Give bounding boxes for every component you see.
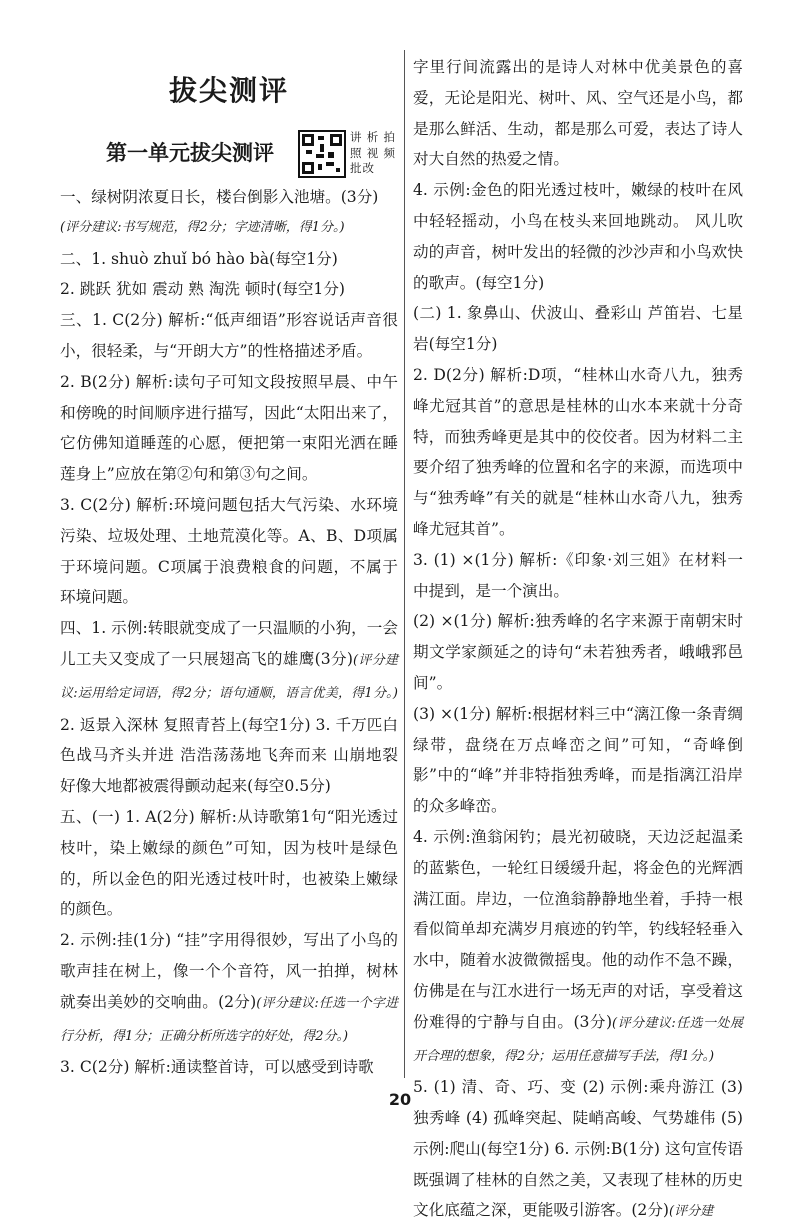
scoring-note-r09b: (评分建 bbox=[669, 1204, 714, 1220]
answer-p08a: 四、1. 示例:转眼就变成了一只温顺的小狗，一会儿工夫又变成了一只展翅高飞的雄鹰(3分) bbox=[60, 619, 398, 668]
unit-header bbox=[60, 130, 398, 178]
answer-r01: 字里行间流露出的是诗人对林中优美景色的喜爱，无论是阳光、树叶、风、空气还是小鸟，都是那么鲜活、生动，都是那么可爱，表达了诗人对大自然的热爱之情。 bbox=[413, 58, 743, 169]
scoring-note-p08b: (评分建议:运用给定词语，得2分；语句通顺，语言优美，得1分。) bbox=[60, 652, 399, 701]
answer-p03: 二、1. shuò zhuǐ bó hào bà(每空1分) bbox=[60, 249, 338, 268]
answer-p10 bbox=[60, 925, 398, 1052]
scoring-note-p02: (评分建议:书写规范，得2分；字迹清晰，得1分。) bbox=[60, 219, 345, 235]
answer-r08 bbox=[413, 822, 743, 1072]
page-title: 拔尖测评 bbox=[168, 74, 289, 107]
qr-label: 讲析拍照视频批改 bbox=[350, 130, 396, 175]
scoring-note-p10b: (评分建议:任选一个字进行分析，得1分；正确分析所选字的好处，得2分。) bbox=[60, 995, 399, 1044]
scoring-note-r08b: (评分建议:任选一处展开合理的想象，得2分；运用任意描写手法，得1分。) bbox=[413, 1015, 744, 1064]
answer-r09a: 5. (1) 清、奇、巧、变 (2) 示例:乘舟游江 (3) 独秀峰 (4) 孤峰突起、陡峭高峻、气势雄伟 (5) 示例:爬山(每空1分) 6. 示例:B(1分) 这句宣传语既强调了桂林的自然之美，又表现了桂林的历史文化底蕴之深，更能吸引游客。(2分) bbox=[413, 1078, 743, 1220]
answer-r07: (3) ×(1分) 解析:根据材料三中“漓江像一条青绸绿带，盘绕在万点峰峦之间”可知，“奇峰倒影”中的“峰”并非特指独秀峰，而是指漓江沿岸的众多峰峦。 bbox=[413, 704, 743, 816]
answer-p09: 五、(一) 1. A(2分) 解析:从诗歌第1句“阳光透过枝叶，染上嫩绿的颜色”可知，因为枝叶是绿色的，所以金色的阳光透过枝叶时，也被染上嫩绿的颜色。 bbox=[60, 807, 398, 919]
answer-r05: 3. (1) ×(1分) 解析:《印象·刘三姐》在材料一中提到，是一个演出。 bbox=[413, 550, 743, 600]
answer-p08 bbox=[60, 613, 398, 802]
answer-p04: 2. 跳跃 犹如 震动 熟 淘洗 顿时(每空1分) bbox=[60, 280, 346, 299]
answer-r06: (2) ×(1分) 解析:独秀峰的名字来源于南朝宋时期文学家颜延之的诗句“未若独秀者，峨峨郛邑间”。 bbox=[413, 612, 743, 692]
column-divider bbox=[404, 50, 405, 1078]
unit-title: 第一单元拔尖测评 bbox=[106, 141, 274, 165]
answer-r03: (二) 1. 象鼻山、伏波山、叠彩山 芦笛岩、七星岩(每空1分) bbox=[413, 304, 743, 354]
qr-code-icon[interactable] bbox=[298, 130, 346, 178]
answer-r02: 4. 示例:金色的阳光透过枝叶，嫩绿的枝叶在风中轻轻摇动，小鸟在枝头来回地跳动。 风儿吹动的声音，树叶发出的轻微的沙沙声和小鸟欢快的歌声。(每空1分) bbox=[413, 181, 743, 292]
answer-r04: 2. D(2分) 解析:D项，“桂林山水奇八九，独秀峰尤冠其首”的意思是桂林的山水本来就十分奇特，而独秀峰更是其中的佼佼者。因为材料二主要介绍了独秀峰的位置和名字的来源，而选项中与“独秀峰”有关的就是“桂林山水奇八九，独秀峰尤冠其首”。 bbox=[413, 365, 743, 538]
answer-p10a: 2. 示例:挂(1分) “挂”字用得很妙，写出了小鸟的歌声挂在树上，像一个个音符，风一拍掸，树林就奏出美妙的交响曲。(2分) bbox=[60, 931, 398, 1011]
answer-p11: 3. C(2分) 解析:通读整首诗，可以感受到诗歌 bbox=[60, 1058, 374, 1077]
right-column bbox=[413, 52, 743, 1228]
answer-p01: 一、绿树阴浓夏日长，楼台倒影入池塘。(3分) bbox=[60, 188, 379, 206]
answer-p05: 三、1. C(2分) 解析:“低声细语”形容说话声音很小，很轻柔，与“开朗大方”的性格描述矛盾。 bbox=[60, 311, 398, 360]
page-number: 20 bbox=[388, 1090, 412, 1109]
answer-p06: 2. B(2分) 解析:读句子可知文段按照早晨、中午和傍晚的时间顺序进行描写，因此“太阳出来了，它仿佛知道睡莲的心愿，便把第一束阳光洒在睡莲身上”应放在第②句和第③句之间。 bbox=[60, 372, 398, 484]
left-column bbox=[60, 52, 398, 1083]
answer-p07: 3. C(2分) 解析:环境问题包括大气污染、水环境污染、垃圾处理、土地荒漠化等。A、B、D项属于环境问题。C项属于浪费粮食的问题，不属于环境问题。 bbox=[60, 495, 398, 607]
answer-r08a: 4. 示例:渔翁闲钓；晨光初破晓，天边泛起温柔的蓝紫色，一轮红日缓缓升起，将金色的光辉洒满江面。岸边，一位渔翁静静地坐着，手持一根看似简单却充满岁月痕迹的钓竿，钓线轻轻垂入水中，随着水波微微摇曳。他的动作不急不躁，仿佛是在与江水进行一场无声的对话，享受着这份难得的宁静与自由。(3分) bbox=[413, 827, 743, 1031]
answer-p08c: 2. 返景入深林 复照青苔上(每空1分) 3. 千万匹白色战马齐头并进 浩浩荡荡地飞奔而来 山崩地裂 好像大地都被震得颤动起来(每空0.5分) bbox=[60, 715, 398, 796]
